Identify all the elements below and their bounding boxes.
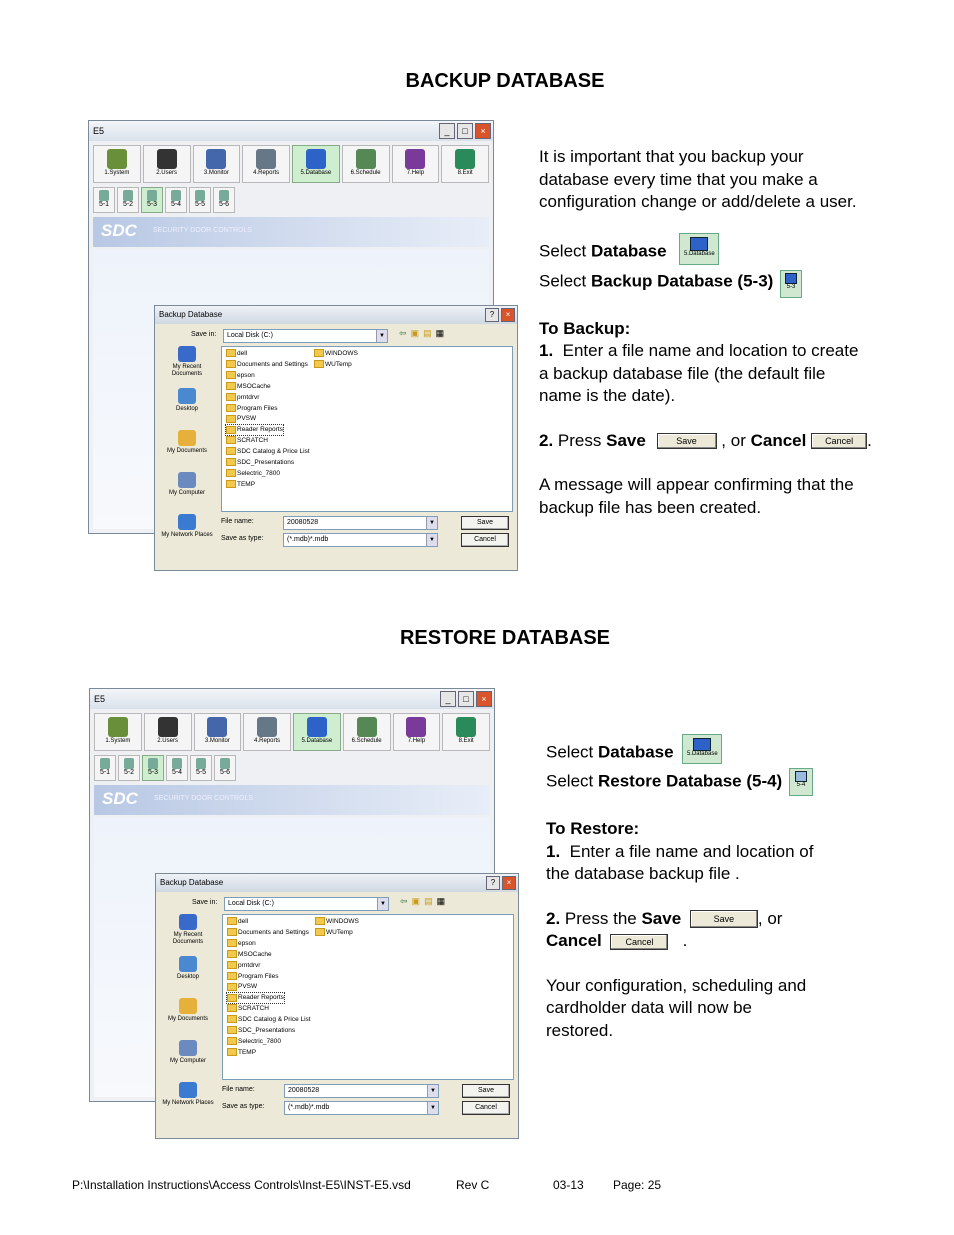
folder-icon	[227, 1048, 237, 1056]
folder-item: WINDOWS	[314, 349, 358, 359]
to-backup-heading: To Backup:	[539, 318, 631, 338]
folder-icon	[227, 1037, 237, 1045]
file-name-combo: 20080528 ▼	[283, 516, 438, 530]
folder-icon	[227, 1026, 237, 1034]
intro-line: configuration change or add/delete a user.	[539, 192, 857, 211]
folder-icon	[315, 928, 325, 936]
folder-item: SCRATCH	[227, 1004, 269, 1014]
database-subtoolbar	[90, 755, 494, 785]
folder-item: Documents and Settings	[227, 928, 309, 938]
folder-icon	[226, 360, 236, 368]
select-restore-line: Select Restore Database (5-4) 5-4	[546, 768, 926, 796]
chevron-down-icon: ▼	[427, 1085, 438, 1097]
folder-icon	[227, 917, 237, 925]
folder-item: SDC Catalog & Price List	[227, 1015, 311, 1025]
toolbar-icon	[307, 717, 327, 737]
dialog-titlebar	[156, 874, 518, 892]
folder-item: Reader Reports	[227, 993, 284, 1003]
toolbar-button: 6.Schedule	[343, 713, 391, 751]
folder-icon	[226, 458, 236, 466]
folder-icon	[226, 393, 236, 401]
subtool-icon	[99, 190, 109, 201]
database-toolbar-icon: 5.Database	[682, 734, 722, 764]
folder-item: SDC Catalog & Price List	[226, 447, 310, 457]
folder-item: Reader Reports	[226, 425, 283, 435]
place-item: My Computer	[159, 472, 215, 514]
select-database-line: Select Database 5.Database	[546, 738, 926, 768]
restore-screenshot	[89, 688, 519, 1140]
folder-icon	[227, 972, 237, 980]
toolbar-icon	[158, 717, 178, 737]
place-item: My Computer	[160, 1040, 216, 1082]
folder-item: TEMP	[227, 1048, 256, 1058]
folder-icon	[226, 469, 236, 477]
subtool-button: 5-2	[118, 755, 140, 781]
folder-item: epson	[227, 939, 256, 949]
close-icon: ×	[476, 691, 492, 707]
final-line: Your configuration, scheduling and	[546, 975, 807, 995]
folder-icon	[227, 1004, 237, 1012]
banner-tagline: SECURITY DOOR CONTROLS	[153, 227, 253, 234]
footer-page: Page: 25	[613, 1178, 662, 1192]
toolbar-button: 4.Reports	[243, 713, 291, 751]
cancel-button-image: Cancel	[811, 433, 867, 449]
place-icon	[179, 914, 197, 930]
sdc-logo: SDC	[101, 221, 137, 240]
subtool-button: 5-5	[189, 187, 211, 213]
place-icon	[178, 346, 196, 362]
folder-icon	[227, 994, 237, 1002]
folder-icon	[227, 950, 237, 958]
dialog-titlebar	[155, 306, 517, 324]
footer-rev: Rev C	[456, 1178, 490, 1192]
folder-icon	[226, 447, 236, 455]
place-icon	[179, 956, 197, 972]
subtool-button: 5-2	[117, 187, 139, 213]
subtool-button: 5-1	[94, 755, 116, 781]
dialog-title: Backup Database	[160, 878, 224, 887]
folder-icon	[314, 360, 324, 368]
folder-item: PVSW	[226, 414, 256, 424]
folder-item: WUTemp	[315, 928, 353, 938]
close-icon: ×	[475, 123, 491, 139]
place-item: My Network Places	[160, 1082, 216, 1126]
chevron-down-icon: ▼	[426, 517, 437, 529]
place-icon	[178, 430, 196, 446]
help-icon: ?	[485, 308, 499, 322]
new-folder-icon: ▤	[424, 896, 433, 906]
folder-item: dell	[227, 917, 248, 927]
toolbar-icon	[206, 149, 226, 169]
step1-line: 1. Enter a file name and location to create	[539, 341, 859, 360]
backup-database-icon: 5-3	[780, 270, 802, 298]
app-title: E5	[94, 694, 106, 704]
folder-item: Documents and Settings	[226, 360, 308, 370]
toolbar-button: 5.Database	[293, 713, 341, 751]
subtool-icon	[172, 758, 182, 769]
folder-icon	[227, 1015, 237, 1023]
folder-icon	[314, 349, 324, 357]
select-database-line: Select Database 5.Database	[539, 236, 919, 268]
dialog-cancel-button: Cancel	[462, 1101, 510, 1115]
database-subtoolbar	[89, 187, 493, 217]
folder-icon	[227, 928, 237, 936]
folder-icon	[227, 939, 237, 947]
toolbar-button: 3.Monitor	[193, 145, 241, 183]
subtool-button: 5-5	[190, 755, 212, 781]
intro-line: database every time that you make a	[539, 169, 818, 189]
toolbar-button: 1.System	[94, 713, 142, 751]
sdc-banner	[94, 785, 490, 815]
folder-icon	[226, 415, 236, 423]
toolbar-icon	[455, 149, 475, 169]
up-folder-icon: ▣	[411, 896, 421, 906]
subtool-button: 5-1	[93, 187, 115, 213]
backup-database-dialog	[155, 873, 519, 1139]
place-item: My Recent Documents	[160, 914, 216, 956]
dialog-save-button: Save	[462, 1084, 510, 1098]
step2-line: 2. Press Save Save , or Cancel Cancel .	[539, 430, 872, 450]
footer-date: 03-13	[553, 1178, 584, 1192]
backup-screenshot	[88, 120, 518, 572]
toolbar-icon	[405, 149, 425, 169]
folder-icon	[226, 371, 236, 379]
place-item: My Recent Documents	[159, 346, 215, 388]
subtool-icon	[195, 190, 205, 201]
subtool-button: 5-3	[142, 755, 164, 781]
folder-item: SDC_Presentations	[227, 1026, 295, 1036]
up-folder-icon: ▣	[410, 328, 420, 338]
subtool-icon	[219, 190, 229, 201]
chevron-down-icon: ▼	[426, 534, 437, 546]
minimize-icon: _	[439, 123, 455, 139]
final-line: restored.	[546, 1020, 614, 1040]
place-icon	[178, 388, 196, 404]
backup-database-dialog	[154, 305, 518, 571]
folder-icon	[227, 983, 237, 991]
place-icon	[179, 1040, 197, 1056]
subtool-icon	[148, 758, 158, 769]
subtool-icon	[196, 758, 206, 769]
save-type-label: Save as type:	[222, 1103, 265, 1110]
subtool-icon	[147, 190, 157, 201]
dialog-save-button: Save	[461, 516, 509, 530]
dialog-nav-icons	[399, 328, 444, 339]
help-icon: ?	[486, 876, 500, 890]
toolbar-button: 2.Users	[144, 713, 192, 751]
subtool-icon	[124, 758, 134, 769]
save-in-label: Save in:	[192, 899, 218, 906]
view-menu-icon: ▦	[435, 328, 445, 338]
save-button-image: Save	[690, 910, 758, 928]
minimize-icon: _	[440, 691, 456, 707]
folder-item: prntdrvr	[227, 961, 260, 971]
chevron-down-icon: ▼	[377, 898, 388, 910]
folder-item: PVSW	[227, 982, 257, 992]
folder-item: MSOCache	[226, 382, 271, 392]
folder-icon	[226, 349, 236, 357]
place-icon	[179, 1082, 197, 1098]
new-folder-icon: ▤	[423, 328, 432, 338]
toolbar-icon	[357, 717, 377, 737]
app-titlebar	[89, 121, 493, 141]
folder-item: WUTemp	[314, 360, 352, 370]
toolbar-button: 6.Schedule	[342, 145, 390, 183]
folder-item: Selectric_7800	[226, 469, 280, 479]
folder-item: Program Files	[226, 404, 277, 414]
toolbar-icon	[107, 149, 127, 169]
subtool-button: 5-4	[165, 187, 187, 213]
save-in-combo: Local Disk (C:) ▼	[224, 897, 389, 911]
maximize-icon: □	[458, 691, 474, 707]
file-name-label: File name:	[221, 518, 254, 525]
file-name-label: File name:	[222, 1086, 255, 1093]
step2-cancel-line: Cancel Cancel .	[546, 931, 688, 950]
toolbar-button: 5.Database	[292, 145, 340, 183]
save-in-label: Save in:	[191, 331, 217, 338]
backup-instructions	[539, 146, 919, 519]
folder-icon	[227, 961, 237, 969]
restore-heading: RESTORE DATABASE	[399, 627, 611, 649]
folder-item: dell	[226, 349, 247, 359]
toolbar-icon	[108, 717, 128, 737]
toolbar-button: 3.Monitor	[194, 713, 242, 751]
subtool-button: 5-6	[213, 187, 235, 213]
folder-icon	[226, 480, 236, 488]
to-restore-heading: To Restore:	[546, 819, 640, 838]
back-arrow-icon: ⇦	[399, 328, 407, 338]
close-icon: ×	[502, 876, 516, 890]
folder-icon	[226, 382, 236, 390]
save-button-image: Save	[657, 433, 717, 449]
footer-path: P:\Installation Instructions\Access Controls\Inst-E5\INST-E5.vsd	[72, 1178, 411, 1192]
place-item: Desktop	[160, 956, 216, 998]
toolbar-button: 2.Users	[143, 145, 191, 183]
close-icon: ×	[501, 308, 515, 322]
chevron-down-icon: ▼	[427, 1102, 438, 1114]
folder-icon	[226, 436, 236, 444]
message-line: backup file has been created.	[539, 497, 762, 517]
place-item: My Documents	[160, 998, 216, 1040]
dialog-nav-icons	[400, 896, 445, 907]
place-icon	[178, 472, 196, 488]
banner-tagline: SECURITY DOOR CONTROLS	[154, 795, 254, 802]
toolbar-icon	[257, 717, 277, 737]
places-bar	[160, 914, 216, 1126]
folder-icon	[226, 404, 236, 412]
select-backup-line: Select Backup Database (5-3) 5-3	[539, 268, 919, 296]
toolbar-icon	[306, 149, 326, 169]
toolbar-button: 8.Exit	[441, 145, 489, 183]
toolbar-icon	[456, 717, 476, 737]
subtool-button: 5-6	[214, 755, 236, 781]
view-menu-icon: ▦	[436, 896, 446, 906]
save-type-combo: (*.mdb)*.mdb ▼	[283, 533, 438, 547]
folder-item: TEMP	[226, 480, 255, 490]
file-list	[221, 346, 513, 512]
cancel-button-image: Cancel	[610, 934, 668, 950]
toolbar-icon	[256, 149, 276, 169]
maximize-icon: □	[457, 123, 473, 139]
file-name-combo: 20080528 ▼	[284, 1084, 439, 1098]
backup-heading: BACKUP DATABASE	[405, 70, 605, 92]
main-toolbar	[89, 141, 493, 187]
sdc-logo: SDC	[102, 789, 138, 808]
subtool-icon	[171, 190, 181, 201]
subtool-button: 5-4	[166, 755, 188, 781]
subtool-button: 5-3	[141, 187, 163, 213]
folder-item: MSOCache	[227, 950, 272, 960]
place-item: My Network Places	[159, 514, 215, 558]
subtool-icon	[100, 758, 110, 769]
message-line: A message will appear confirming that the	[539, 475, 854, 494]
save-type-label: Save as type:	[221, 535, 264, 542]
toolbar-button: 4.Reports	[242, 145, 290, 183]
subtool-icon	[123, 190, 133, 201]
app-titlebar	[90, 689, 494, 709]
chevron-down-icon: ▼	[376, 330, 387, 342]
toolbar-icon	[356, 149, 376, 169]
place-item: Desktop	[159, 388, 215, 430]
sdc-banner	[93, 217, 489, 247]
save-type-combo: (*.mdb)*.mdb ▼	[284, 1101, 439, 1115]
toolbar-button: 7.Help	[392, 145, 440, 183]
folder-item: Program Files	[227, 972, 278, 982]
toolbar-icon	[406, 717, 426, 737]
step2-line: 2. Press the Save Save , or	[546, 908, 783, 928]
toolbar-button: 7.Help	[393, 713, 441, 751]
folder-item: Selectric_7800	[227, 1037, 281, 1047]
folder-item: SDC_Presentations	[226, 458, 294, 468]
subtool-icon	[220, 758, 230, 769]
dialog-cancel-button: Cancel	[461, 533, 509, 547]
save-in-combo: Local Disk (C:) ▼	[223, 329, 388, 343]
toolbar-icon	[157, 149, 177, 169]
final-line: cardholder data will now be	[546, 998, 753, 1017]
step1-line: the database backup file .	[546, 864, 740, 883]
app-title: E5	[93, 126, 105, 136]
place-item: My Documents	[159, 430, 215, 472]
places-bar	[159, 346, 215, 558]
toolbar-button: 1.System	[93, 145, 141, 183]
step1-line: name is the date).	[539, 386, 676, 405]
folder-item: WINDOWS	[315, 917, 359, 927]
folder-item: prntdrvr	[226, 393, 259, 403]
toolbar-button: 8.Exit	[442, 713, 490, 751]
folder-icon	[315, 917, 325, 925]
intro-line: It is important that you backup your	[539, 147, 804, 166]
restore-database-icon: 5-4	[789, 768, 813, 796]
toolbar-icon	[207, 717, 227, 737]
step1-line: a backup database file (the default file	[539, 363, 826, 383]
restore-instructions	[546, 738, 926, 1042]
folder-icon	[226, 426, 236, 434]
place-icon	[179, 998, 197, 1014]
place-icon	[178, 514, 196, 530]
folder-item: SCRATCH	[226, 436, 268, 446]
main-toolbar	[90, 709, 494, 755]
file-list	[222, 914, 514, 1080]
dialog-title: Backup Database	[159, 310, 223, 319]
database-toolbar-icon: 5.Database	[679, 233, 719, 265]
step1-line: 1. Enter a file name and location of	[546, 841, 814, 861]
back-arrow-icon: ⇦	[400, 896, 408, 906]
folder-item: epson	[226, 371, 255, 381]
